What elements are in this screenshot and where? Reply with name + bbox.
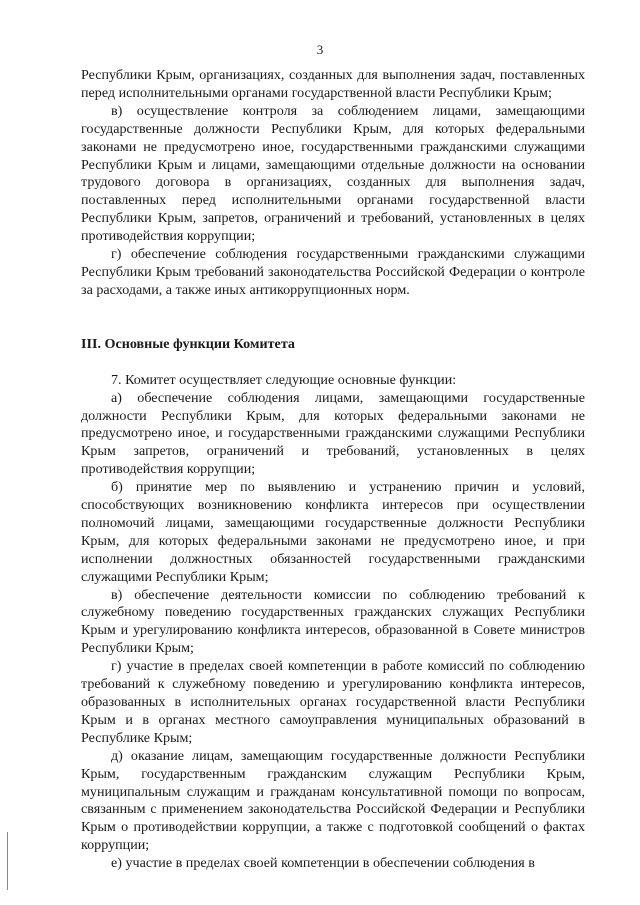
paragraph-item-v: в) осуществление контроля за соблюдением лицами, замещающими государственные должности Республики Крым, для которых федеральными законами не предусмотрено иное, государственными гражданскими служащими Республики Крым и лицами, замещающими отдельные должности на основании трудового договора в организациях, созданных для выполнения задач, поставленных перед исполнительными органами государственной власти Республики Крым, запретов, ограничений и требований, установленных в целях противодействия коррупции; [81, 102, 585, 245]
margin-scan-mark [7, 832, 8, 890]
function-item-b: б) принятие мер по выявлению и устранению причин и условий, способствующих возникновению конфликта интересов при осуществлении полномочий лицами, замещающими государственные должности Республики Крым, для которых федеральными законами не предусмотрено иное, и при исполнении должностных обязанностей государственными гражданскими служащими Республики Крым; [81, 479, 585, 585]
paragraph-intro: 7. Комитет осуществляет следующие основные функции: [111, 371, 457, 388]
paragraph-continuation: Республики Крым, организациях, созданных для выполнения задач, поставленных перед исполнительными органами государственной власти Республики Крым; [81, 67, 585, 101]
paragraph-item-g: г) обеспечение соблюдения государственными гражданскими служащими Республики Крым требований законодательства Российской Федерации о контроле за расходами, а также иных антикоррупционных норм. [81, 246, 585, 298]
function-item-v: в) обеспечение деятельности комиссии по соблюдению требований к служебному поведению государственных гражданских служащих Республики Крым и урегулированию конфликта интересов, образованной в Совете министров Республики Крым; [81, 586, 585, 657]
page-number: 3 [316, 42, 324, 57]
section-heading: III. Основные функции Комитета [81, 335, 295, 352]
document-body [81, 67, 585, 873]
function-item-e: е) участие в пределах своей компетенции в обеспечении соблюдения в [111, 855, 535, 872]
function-item-a: а) обеспечение соблюдения лицами, замещающими государственные должности Республики Крым, для которых федеральными законами не предусмотрено иное, и государственными гражданскими служащими Республики Крым запретов, ограничений и требований, установленных в целях противодействия коррупции; [81, 389, 585, 478]
function-item-g: г) участие в пределах своей компетенции в работе комиссий по соблюдению требований к служебному поведению и урегулированию конфликта интересов, образованных в исполнительных органах государственной власти Республики Крым и в органах местного самоуправления муниципальных образований в Республике Крым; [81, 658, 585, 746]
function-item-d: д) оказание лицам, замещающим государственные должности Республики Крым, государственным гражданским служащим Республики Крым, муниципальным служащим и гражданам консультативной помощи по вопросам, связанным с применением законодательства Российской Федерации и Республики Крым о противодействии коррупции, а также с подготовкой сообщений о фактах коррупции; [81, 747, 585, 854]
